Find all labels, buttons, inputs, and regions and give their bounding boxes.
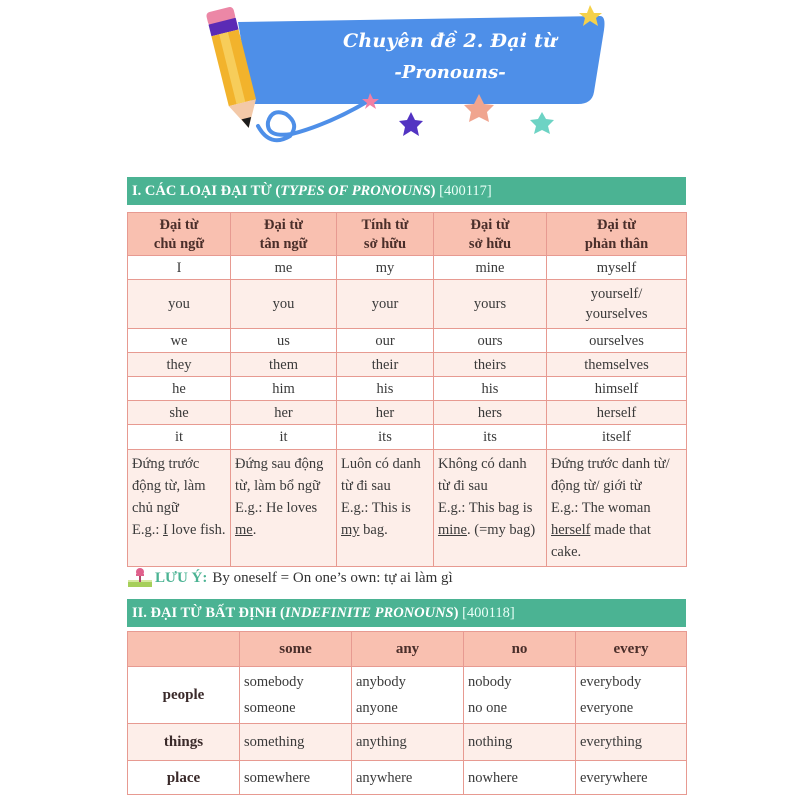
table-row-place: [128, 761, 687, 795]
swirl-line: [258, 100, 370, 140]
cell: hers: [434, 401, 547, 425]
cell: we: [128, 329, 231, 353]
cell: us: [231, 329, 337, 353]
col-header-every: every: [576, 632, 687, 667]
cell: yours: [434, 280, 547, 329]
table-row: [128, 353, 687, 377]
cell: nobody no one: [464, 667, 576, 724]
usage-row: [128, 450, 687, 567]
cell: everywhere: [576, 761, 687, 795]
cell: anywhere: [352, 761, 464, 795]
section1-heading-prefix: I. CÁC LOẠI ĐẠI TỪ (: [132, 183, 281, 199]
cell: something: [240, 724, 352, 761]
banner-title: Chuyên đề 2. Đại từ: [343, 30, 557, 52]
cell: yourself/ yourselves: [547, 280, 687, 329]
indefinite-pronouns-table: [127, 631, 687, 795]
cell: anybody anyone: [352, 667, 464, 724]
cell: you: [231, 280, 337, 329]
cell: somewhere: [240, 761, 352, 795]
cell: themselves: [547, 353, 687, 377]
cell: their: [337, 353, 434, 377]
cell: my: [337, 256, 434, 280]
table-row: [128, 377, 687, 401]
cell: his: [434, 377, 547, 401]
cell: its: [337, 425, 434, 450]
section2-heading-italic: INDEFINITE PRONOUNS: [284, 605, 454, 621]
cell: ours: [434, 329, 547, 353]
cell: he: [128, 377, 231, 401]
cell: theirs: [434, 353, 547, 377]
cell: anything: [352, 724, 464, 761]
purple-star: [399, 112, 423, 136]
cell: she: [128, 401, 231, 425]
usage-cell-possessive-adjective: Luôn có danh từ đi sau E.g.: This is my bag.: [337, 450, 434, 567]
cell: everything: [576, 724, 687, 761]
section2-code: [400118]: [462, 605, 515, 621]
teal-star: [530, 112, 554, 134]
table-row: [128, 256, 687, 280]
cell: it: [128, 425, 231, 450]
cell: mine: [434, 256, 547, 280]
section1-code: [400117]: [439, 183, 492, 199]
note-label: LƯU Ý:: [155, 569, 208, 586]
section1-heading: [127, 177, 686, 205]
pushpin-icon: [128, 567, 152, 589]
cell: his: [337, 377, 434, 401]
row-header: place: [128, 761, 240, 795]
table-row: [128, 280, 687, 329]
cell: myself: [547, 256, 687, 280]
section2-heading-suffix: ): [453, 605, 459, 621]
cell: everybody everyone: [576, 667, 687, 724]
cell: nothing: [464, 724, 576, 761]
col-header-no: no: [464, 632, 576, 667]
cell: herself: [547, 401, 687, 425]
usage-cell-reflexive: Đứng trước danh từ/ động từ/ giới từ E.g.: The woman herself made that cake.: [547, 450, 687, 567]
col-header-object: Đại từ tân ngữ: [231, 213, 337, 256]
cell: our: [337, 329, 434, 353]
note-line: [128, 566, 453, 590]
cell: him: [231, 377, 337, 401]
table-row: [128, 401, 687, 425]
usage-cell-object: Đứng sau động từ, làm bổ ngữ E.g.: He loves me.: [231, 450, 337, 567]
cell: you: [128, 280, 231, 329]
cell: it: [231, 425, 337, 450]
col-header-reflexive: Đại từ phản thân: [547, 213, 687, 256]
cell: himself: [547, 377, 687, 401]
col-header-possessive-adjective: Tính từ sở hữu: [337, 213, 434, 256]
col-header-blank: [128, 632, 240, 667]
cell: her: [337, 401, 434, 425]
cell: ourselves: [547, 329, 687, 353]
col-header-subject: Đại từ chủ ngữ: [128, 213, 231, 256]
table-row: [128, 425, 687, 450]
table-header-row: [128, 213, 687, 256]
cell: her: [231, 401, 337, 425]
cell: nowhere: [464, 761, 576, 795]
row-header: people: [128, 667, 240, 724]
section2-heading: [127, 599, 686, 627]
cell: they: [128, 353, 231, 377]
cell: your: [337, 280, 434, 329]
cell: I: [128, 256, 231, 280]
banner-subtitle: -Pronouns-: [394, 62, 506, 83]
cell: somebody someone: [240, 667, 352, 724]
cell: itself: [547, 425, 687, 450]
section1-heading-italic: TYPES OF PRONOUNS: [280, 183, 431, 199]
table-row-things: [128, 724, 687, 761]
section1-heading-suffix: ): [430, 183, 436, 199]
title-banner: [0, 0, 800, 150]
cell: its: [434, 425, 547, 450]
usage-cell-possessive-pronoun: Không có danh từ đi sau E.g.: This bag is mine. (=my bag): [434, 450, 547, 567]
section2-heading-prefix: II. ĐẠI TỪ BẤT ĐỊNH (: [132, 605, 285, 621]
col-header-some: some: [240, 632, 352, 667]
note-text: By oneself = On one’s own: tự ai làm gì: [212, 569, 453, 586]
table-header-row: [128, 632, 687, 667]
row-header: things: [128, 724, 240, 761]
pronoun-types-table: [127, 212, 687, 567]
usage-cell-subject: Đứng trước động từ, làm chủ ngữ E.g.: I love fish.: [128, 450, 231, 567]
cell: them: [231, 353, 337, 377]
col-header-possessive-pronoun: Đại từ sở hữu: [434, 213, 547, 256]
col-header-any: any: [352, 632, 464, 667]
table-row-people: [128, 667, 687, 724]
table-row: [128, 329, 687, 353]
cell: me: [231, 256, 337, 280]
